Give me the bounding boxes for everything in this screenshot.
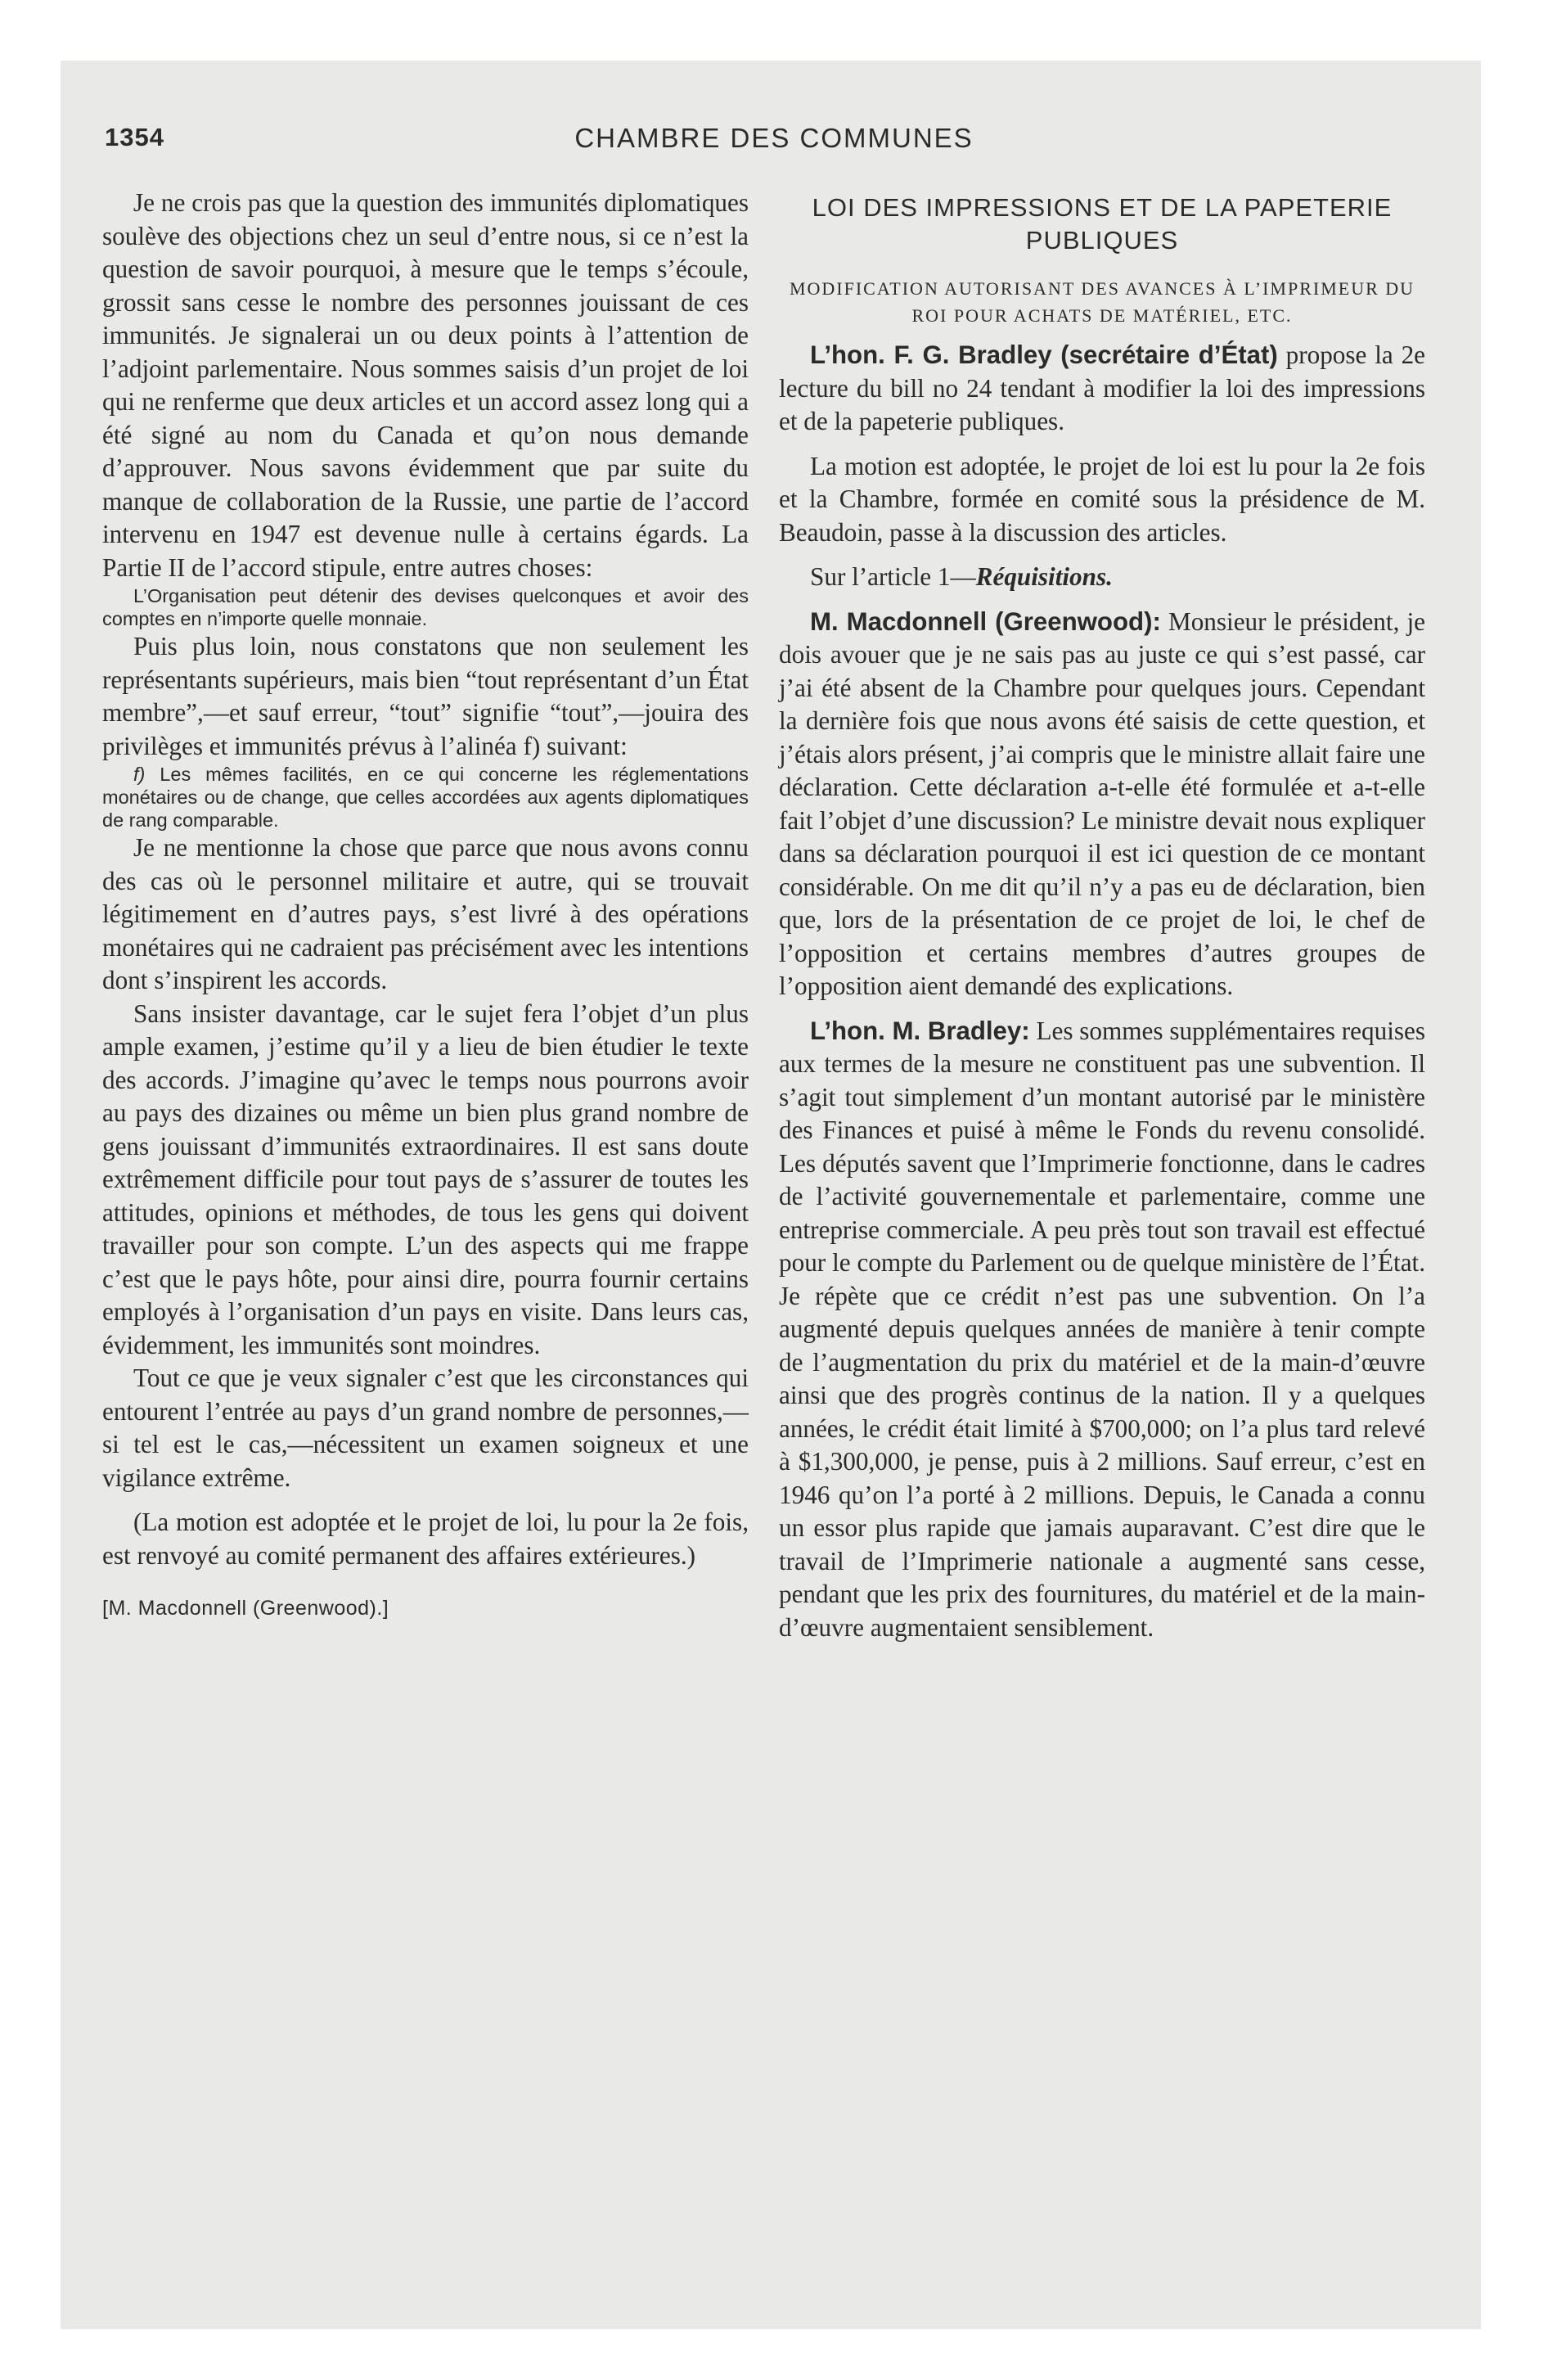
page-header <box>105 123 1443 164</box>
running-head: CHAMBRE DES COMMUNES <box>574 123 974 153</box>
quotation <box>102 763 749 832</box>
paragraph <box>779 606 1425 1003</box>
speech-text: Les sommes supplémentaires requises aux termes de la mesure ne constituent pas une subvention. Il s’agit tout simplement d’un montant autorisé par le ministère des Finances et puisé à même le Fonds du revenu consolidé. Les députés savent que l’Imprimerie fonctionne, dans le cadres de l’activité gouvernementale et parlementaire, comme une entreprise commerciale. A peu près tout son travail est effectué pour le compte du Parlement ou de quelque ministère de l’État. Je répète que ce crédit n’est pas une subvention. On l’a augmenté depuis quelques années de manière à tenir compte de l’augmentation du prix du matériel et de la main-d’œuvre ainsi que des progrès continus de la nation. Il y a quelques années, le crédit était limité à $700,000; on l’a plus tard relevé à $1,300,000, je pense, puis à 2 millions. Sauf erreur, c’est en 1946 qu’on l’a porté à 2 millions. Depuis, le Canada a connu un essor plus rapide que jamais auparavant. C’est dire que le travail de l’Imprimerie nationale a augmenté sans cesse, pendant que les prix des fournitures, du matériel et de la main-d’œuvre augmentaient sensiblement. <box>779 1016 1425 1642</box>
paragraph: La motion est adoptée, le projet de loi est lu pour la 2e fois et la Chambre, formée en comité sous la présidence de M. Beaudoin, passe à la discussion des articles. <box>779 451 1425 547</box>
section-title: LOI DES IMPRESSIONS ET DE LA PAPETERIE PUBLIQUES <box>812 193 1393 255</box>
clause-prefix: Sur l’article 1— <box>810 562 976 591</box>
right-column <box>779 187 1425 1644</box>
speaker-signature: [M. Macdonnell (Greenwood).] <box>102 1597 389 1620</box>
paragraph <box>779 1015 1425 1645</box>
clause-title: Réquisitions. <box>975 562 1113 591</box>
speech-text: Monsieur le président, je dois avouer que je ne sais pas au juste ce qui s’est passé, car j’ai été absent de la Chambre pour quelques jours. Cependant la dernière fois que nous avons été saisis de cette question, et j’étais alors présent, j’ai compris que le ministre allait faire une déclaration. Cette déclaration a-t-elle été formulée et a-t-elle fait l’objet d’une discussion? Le ministre devait nous expliquer dans sa déclaration pourquoi il est ici question de ce montant considérable. On me dit qu’il n’y a pas eu de déclaration, bien que, lors de la présentation de ce projet de loi, le chef de l’opposition et certains membres d’autres groupes de l’opposition aient demandé des explications. <box>779 606 1425 1000</box>
paragraph: (La motion est adoptée et le projet de loi, lu pour la 2e fois, est renvoyé au comité permanent des affaires extérieures.) <box>102 1508 749 1570</box>
speaker-name: L’hon. M. Bradley: <box>810 1016 1030 1045</box>
page-number: 1354 <box>105 123 164 151</box>
left-column <box>102 187 749 1625</box>
paragraph: Je ne crois pas que la question des immunités diplomatiques soulève des objections chez un seul d’entre nous, si ce n’est la question de savoir pourquoi, à mesure que le temps s’écoule, grossit sans cesse le nombre des personnes jouissant de ces immunités. Je signalerai un ou deux points à l’attention de l’adjoint parlementaire. Nous sommes saisis d’un projet de loi qui ne renferme que deux articles et un accord assez long qui a été signé au nom du Canada et qu’on nous demande d’approuver. Nous savons évidemment que par suite du manque de collaboration de la Russie, une partie de l’accord intervenu en 1947 est devenue nulle à certains égards. La Partie II de l’accord stipule, entre autres choses: <box>102 188 749 582</box>
paragraph: Puis plus loin, nous constatons que non seulement les représentants supérieurs, mais bien “tout représentant d’un État membre”,—et sauf erreur, “tout” signifie “tout”,—jouira des privilèges et immunités prévus à l’alinéa f) suivant: <box>102 632 749 760</box>
paragraph <box>779 339 1425 439</box>
paragraph: Tout ce que je veux signaler c’est que les circonstances qui entourent l’entrée au pays d’un grand nombre de personnes,—si tel est le cas,—nécessitent un examen soigneux et une vigilance extrême. <box>102 1364 749 1492</box>
paragraph: Sans insister davantage, car le sujet fera l’objet d’un plus ample examen, j’estime qu’il y a lieu de bien étudier le texte des accords. J’imagine qu’avec le temps nous pourrons avoir au pays des dizaines ou même un bien plus grand nombre de gens jouissant d’immunités extraordinaires. Il est sans doute extrêmement difficile pour tout pays de s’assurer de toutes les attitudes, opinions et méthodes, de tous les gens qui doivent travailler pour son compte. L’un des aspects qui me frappe c’est que le pays hôte, pour ainsi dire, pourra fournir certains employés à l’organisation d’un pays en visite. Dans leurs cas, évidemment, les immunités sont moindres. <box>102 998 749 1359</box>
speech-text: propose la 2e lecture du bill no 24 tendant à modifier la loi des impressions et de la papeterie publiques. <box>779 340 1426 435</box>
quotation-text: Les mêmes facilités, en ce qui concerne les réglementations monétaires ou de change, que celles accordées aux agents diplomatiques de rang comparable. <box>102 764 749 831</box>
quotation: L’Organisation peut détenir des devises quelconques et avoir des comptes en n’importe quelle monnaie. <box>102 585 749 629</box>
section-subtitle: MODIFICATION AUTORISANT DES AVANCES À L’IMPRIMEUR DU ROI POUR ACHATS DE MATÉRIEL, ETC. <box>789 278 1415 326</box>
paragraph: Je ne mentionne la chose que parce que nous avons connu des cas où le personnel militaire et autre, qui se trouvait légitimement en d’autres pays, s’est livré à des opérations monétaires qui ne cadraient pas précisément avec les intentions dont s’inspirent les accords. <box>102 833 749 994</box>
speaker-name: L’hon. F. G. Bradley (secrétaire d’État) <box>810 340 1278 369</box>
quotation-letter: f) <box>133 764 146 785</box>
speaker-name: M. Macdonnell (Greenwood): <box>810 606 1161 636</box>
paragraph <box>779 561 1425 594</box>
